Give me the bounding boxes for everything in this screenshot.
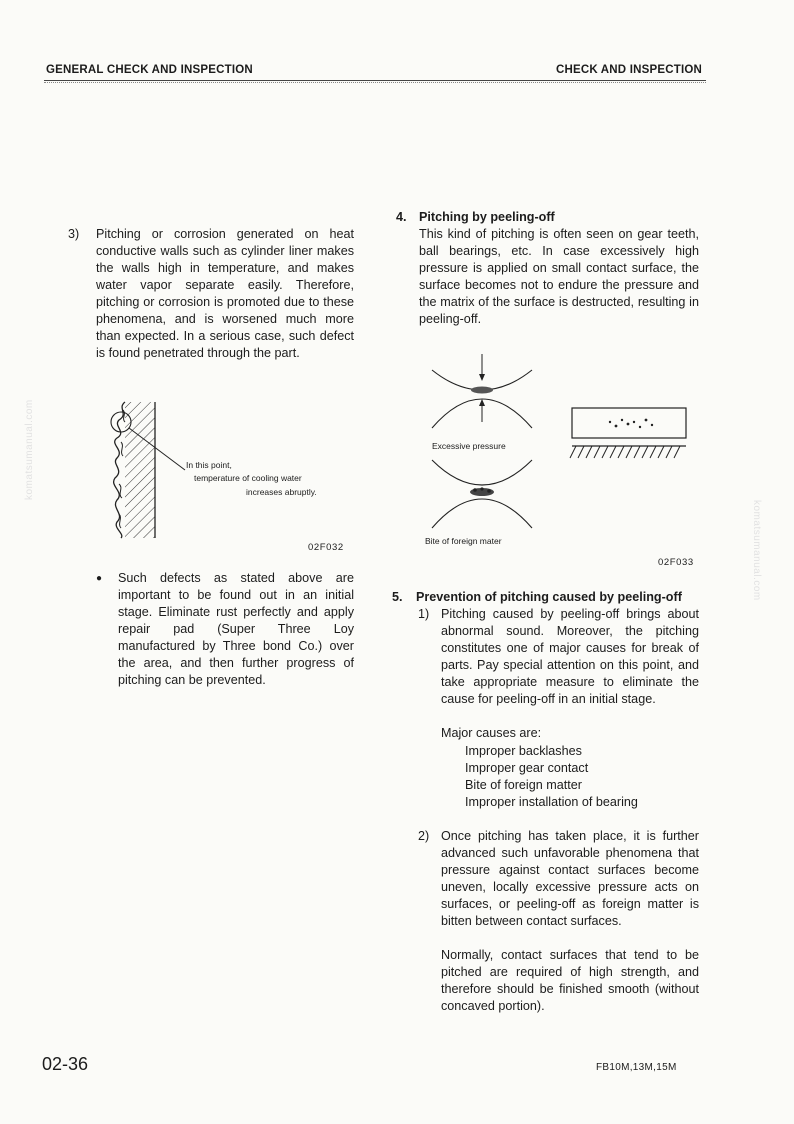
cause-item: Improper backlashes bbox=[465, 744, 582, 758]
item-3-number: 3) bbox=[68, 227, 80, 241]
figure-1-label-line3: increases abruptly. bbox=[246, 487, 317, 497]
figure-1-label-line2: temperature of cooling water bbox=[194, 473, 302, 483]
section-5-item-2-text-continued: Normally, contact surfaces that tend to be pitched are required of high strength, and therefore should be finished smooth (without concaved portion). bbox=[441, 948, 699, 1013]
model-numbers: FB10M,13M,15M bbox=[596, 1062, 677, 1073]
section-5-item-2-number: 2) bbox=[418, 829, 430, 843]
cause-item: Improper gear contact bbox=[465, 761, 589, 775]
header-rule bbox=[44, 80, 706, 81]
page-number: 02-36 bbox=[42, 1054, 89, 1074]
cause-item: Bite of foreign matter bbox=[465, 778, 582, 792]
section-5-item-1-text: Pitching caused by peeling-off brings about abnormal sound. Moreover, the pitching constitutes one of major causes for break of parts. Pay special attention on this point, and take appropriate measure to eliminate the cause for peeling-off in an initial stage. bbox=[441, 607, 699, 706]
section-5-title: Prevention of pitching caused by peeling-off bbox=[416, 590, 682, 604]
side-watermark-left: komatsumanual.com bbox=[24, 399, 35, 500]
figure-1-code: 02F032 bbox=[308, 542, 344, 553]
figure-2-label-foreign-matter: Bite of foreign mater bbox=[425, 536, 502, 546]
header-section-title: GENERAL CHECK AND INSPECTION bbox=[46, 64, 253, 76]
section-4-title: Pitching by peeling-off bbox=[419, 210, 555, 224]
bullet-text: Such defects as stated above are important to be found out in an initial stage. Eliminate rust perfectly and apply repair pad (Super Three Loy manufactured by Three bond Co.) over the area, and then further progress of pitching can be prevented. bbox=[118, 571, 354, 687]
figure-2-code: 02F033 bbox=[658, 557, 694, 568]
cause-item: Improper installation of bearing bbox=[465, 795, 638, 809]
major-causes-intro: Major causes are: bbox=[441, 726, 542, 740]
section-5-item-2-text: Once pitching has taken place, it is further advanced such unfavorable phenomena that pressure against contact surfaces become uneven, locally excessive pressure acts on surfaces, or peeling-off as foreign matter is bitten between contact surfaces. bbox=[441, 829, 699, 928]
side-watermark-right: komatsumanual.com bbox=[751, 500, 762, 601]
section-4-number: 4. bbox=[396, 210, 407, 224]
section-5-item-1-number: 1) bbox=[418, 607, 430, 621]
item-3-text: Pitching or corrosion generated on heat conductive walls such as cylinder liner makes the walls high in temperature, and makes water vapor separate easily. Therefore, pitching or corrosion is promoted due to these phenomena, and is worsened much more than expected. In a serious case, such defect is found penetrated through the part. bbox=[96, 227, 354, 360]
header-chapter-title: CHECK AND INSPECTION bbox=[555, 64, 702, 76]
section-4-text: This kind of pitching is often seen on gear teeth, ball bearings, etc. In case excessively high pressure is applied on small contact surface, the surface becomes not to endure the pressure and the matrix of the surface is destructed, resulting in peeling-off. bbox=[419, 227, 699, 326]
figure-1-label-line1: In this point, bbox=[186, 460, 232, 470]
figure-2-label-excessive-pressure: Excessive pressure bbox=[432, 441, 506, 451]
section-5-number: 5. bbox=[392, 590, 403, 604]
header-rule-dotted bbox=[44, 82, 706, 83]
bullet-icon: ● bbox=[96, 573, 103, 584]
